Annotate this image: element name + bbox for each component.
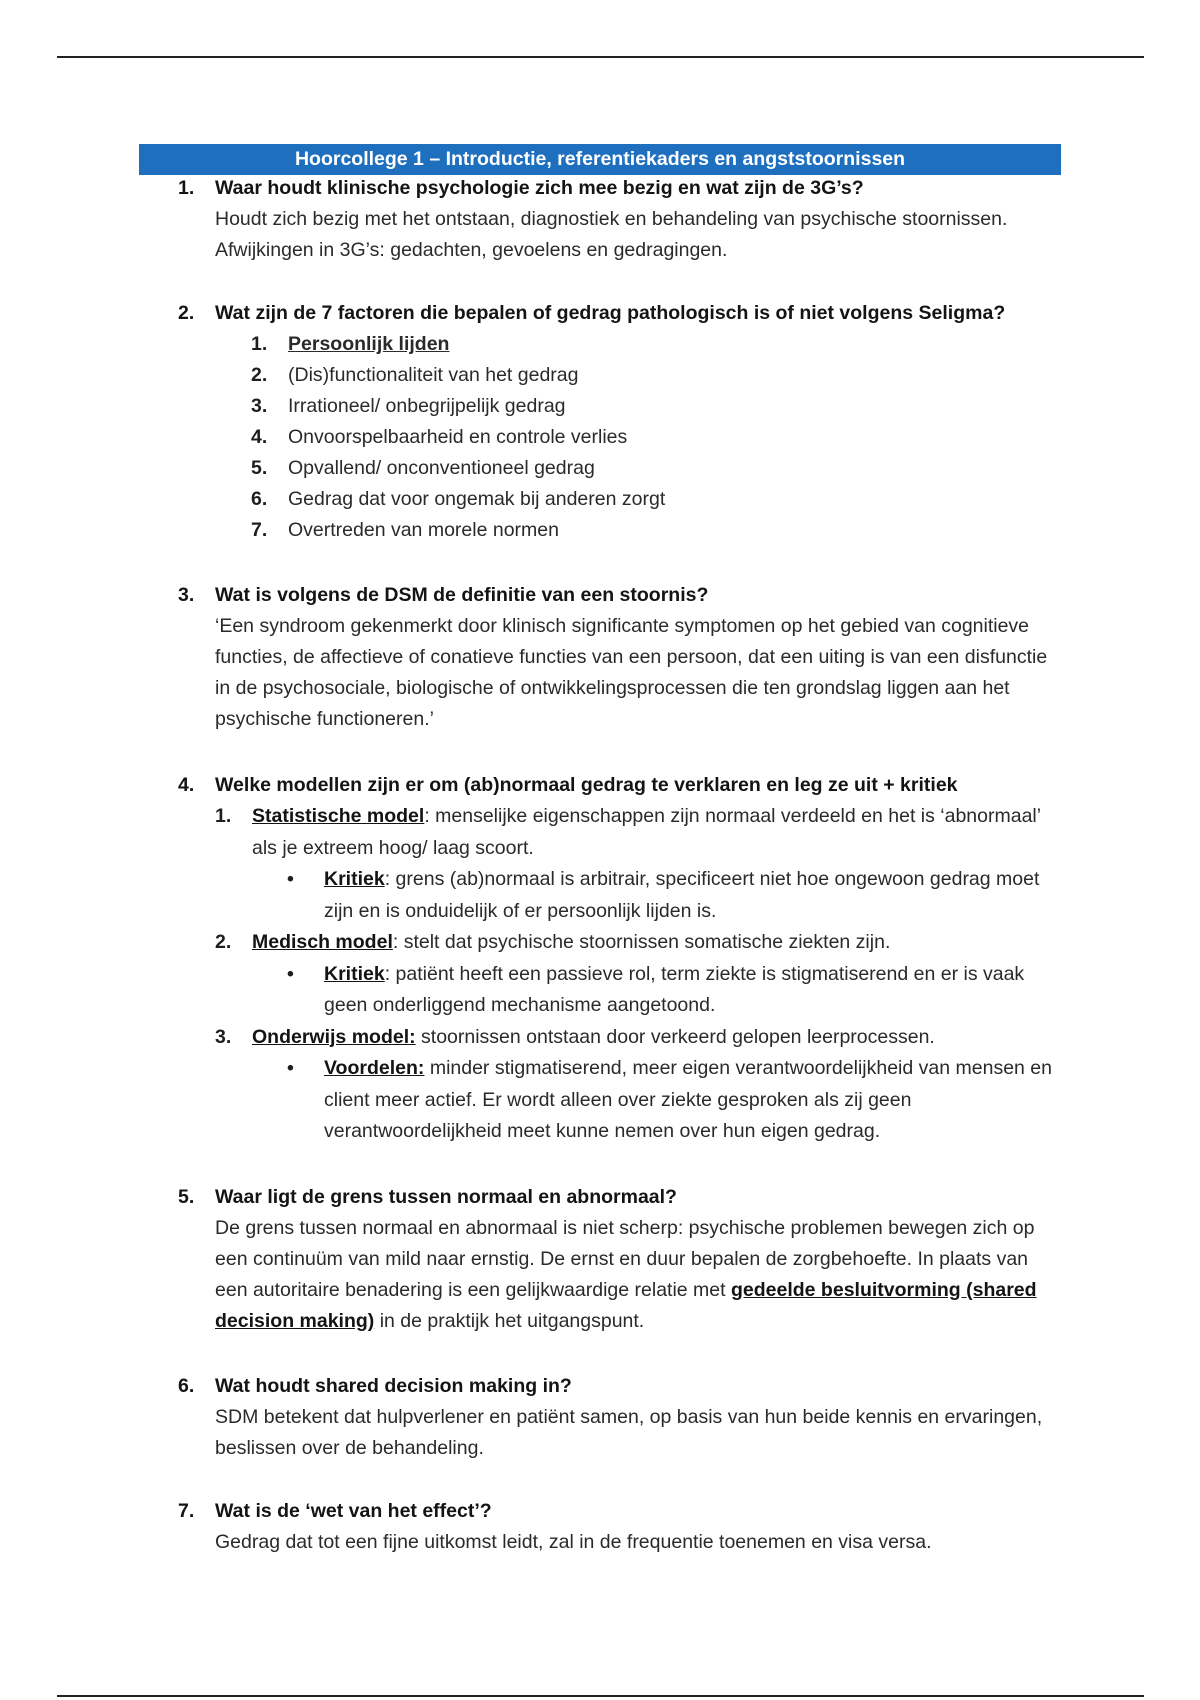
list-item: 2. (Dis)functionaliteit van het gedrag [251, 364, 579, 386]
question-number: 1. [178, 177, 195, 199]
list-item: 6. Gedrag dat voor ongemak bij anderen zorgt [251, 488, 666, 510]
model-item: 2. Medisch model: stelt dat psychische stoornissen somatische ziekten zijn. [215, 931, 891, 953]
bullet-item: • Voordelen: minder stigmatiserend, meer eigen verantwoordelijkheid van mensen en client meer actief. Er wordt alleen over ziekte gesproken als zij geen verantwoordelijkheid meet kunne nemen over hun eigen gedrag. [0, 1053, 1200, 1148]
bullet-item: • Kritiek: grens (ab)normaal is arbitrair, specificeert niet hoe ongewoon gedrag moet zijn en is onduidelijk of er persoonlijk lijden is. [0, 864, 1200, 927]
list-item: 7. Overtreden van morele normen [251, 519, 559, 541]
answer-text: Gedrag dat tot een fijne uitkomst leidt, zal in de frequentie toenemen en visa versa. [215, 1531, 932, 1553]
question-5 [0, 1182, 1200, 1337]
answer-text: ‘Een syndroom gekenmerkt door klinisch significante symptomen op het gebied van cognitieve functies, de affectieve of conatieve functies van een persoon, dat een uiting is van een disfunctie in de psychosociale, biologische of ontwikkelingsprocessen die ten grondslag liggen aan het psychische functioneren.’ [215, 615, 1048, 730]
question-title: Wat is de ‘wet van het effect’? [215, 1500, 492, 1522]
bullet-icon: • [287, 962, 294, 985]
question-2 [0, 298, 1200, 546]
question-title: Waar ligt de grens tussen normaal en abnormaal? [215, 1186, 677, 1208]
shared-decision-term: gedeelde besluitvorming (shared decision making) [215, 1279, 1037, 1332]
list-item: 5. Opvallend/ onconventioneel gedrag [251, 457, 595, 479]
question-number: 7. [178, 1500, 195, 1522]
question-4 [0, 770, 1200, 1148]
question-7 [0, 1496, 1200, 1558]
question-number: 6. [178, 1375, 195, 1397]
model-name: Onderwijs model: [252, 1025, 416, 1048]
model-item: 3. Onderwijs model: stoornissen ontstaan door verkeerd gelopen leerprocessen. [215, 1025, 935, 1048]
list-item: 3. Irrationeel/ onbegrijpelijk gedrag [251, 395, 566, 417]
model-name: Statistische model [252, 805, 425, 827]
page-title: Hoorcollege 1 – Introductie, referentiekaders en angststoornissen [139, 144, 1061, 175]
answer-text: Houdt zich bezig met het ontstaan, diagnostiek en behandeling van psychische stoornissen. Afwijkingen in 3G’s: gedachten, gevoelens en gedragingen. [215, 208, 1008, 261]
bullet-icon: • [287, 1057, 294, 1079]
top-rule [57, 56, 1144, 58]
model-name: Medisch model [252, 931, 393, 953]
question-3 [0, 580, 1200, 735]
model-item: 1. Statistische model: menselijke eigenschappen zijn normaal verdeeld en het is ‘abnormaal’ als je extreem hoog/ laag scoort. [215, 805, 1041, 859]
question-title: Waar houdt klinische psychologie zich mee bezig en wat zijn de 3G’s? [215, 177, 864, 199]
answer-text: SDM betekent dat hulpverlener en patiënt samen, op basis van hun beide kennis en ervaringen, beslissen over de behandeling. [215, 1406, 1043, 1459]
question-number: 4. [178, 774, 195, 796]
question-number: 5. [178, 1186, 195, 1208]
list-item: 4. Onvoorspelbaarheid en controle verlies [251, 426, 628, 448]
bullet-icon: • [287, 868, 294, 890]
answer-text: De grens tussen normaal en abnormaal is niet scherp: psychische problemen bewegen zich op een continuüm van mild naar ernstig. De ernst en duur bepalen de zorgbehoefte. In plaats van een autoritaire benadering is een gelijkwaardige relatie met gedeelde besluitvorming (shared decision making) in de praktijk het uitgangspunt. [215, 1217, 1037, 1332]
list-item: 1. Persoonlijk lijden [251, 333, 450, 355]
bottom-rule [57, 1695, 1144, 1697]
question-title: Wat houdt shared decision making in? [215, 1375, 572, 1397]
question-title: Wat zijn de 7 factoren die bepalen of gedrag pathologisch is of niet volgens Seligma? [215, 302, 1006, 324]
question-6 [0, 1371, 1200, 1464]
factor-list [0, 329, 1200, 546]
question-number: 3. [178, 584, 195, 606]
question-number: 2. [178, 302, 195, 324]
question-title: Welke modellen zijn er om (ab)normaal gedrag te verklaren en leg ze uit + kritiek [215, 774, 958, 796]
question-1 [0, 173, 1200, 266]
question-title: Wat is volgens de DSM de definitie van een stoornis? [215, 584, 709, 606]
bullet-item: • Kritiek: patiënt heeft een passieve rol, term ziekte is stigmatiserend en er is vaak geen onderliggend mechanisme aangetoond. [0, 959, 1200, 1022]
